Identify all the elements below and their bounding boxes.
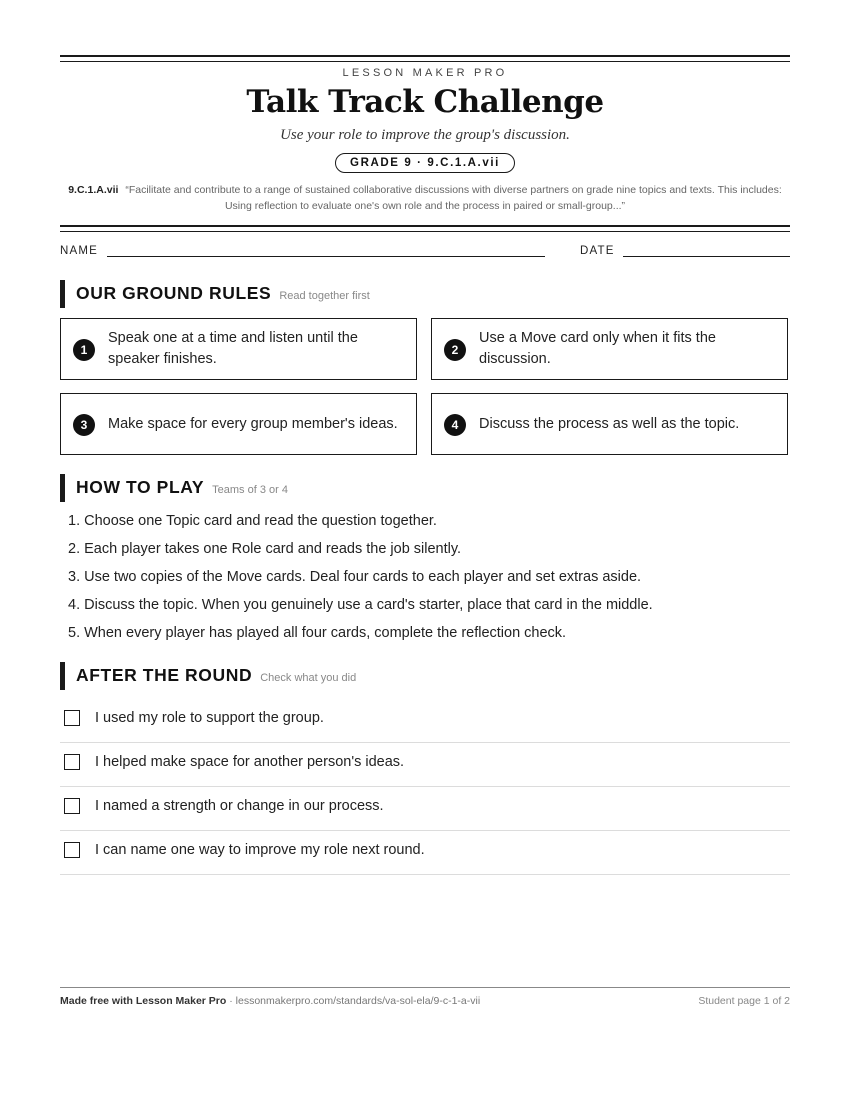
section-title: OUR GROUND RULES (76, 283, 272, 303)
standard-code: 9.C.1.A.vii (68, 184, 119, 196)
ground-rule-card (431, 318, 788, 380)
checklist-text: I used my role to support the group. (95, 710, 324, 726)
list-item: 4. Discuss the topic. When you genuinely use a card's starter, place that card in the middle. (68, 597, 653, 613)
page-title: Talk Track Challenge (246, 84, 604, 120)
ground-rule-card (60, 318, 417, 380)
checkbox[interactable] (64, 842, 80, 858)
section-title: HOW TO PLAY (76, 477, 205, 497)
ground-rule-card (431, 393, 788, 455)
ground-rules-heading (60, 280, 790, 308)
checklist-item (60, 699, 790, 743)
rule-number-badge: 2 (444, 339, 466, 361)
checklist-text: I can name one way to improve my role next round. (95, 842, 425, 858)
grade-badge: GRADE 9 · 9.C.1.A.vii (335, 153, 515, 173)
rule-number-badge: 3 (73, 414, 95, 436)
ground-rule-card (60, 393, 417, 455)
checklist-item (60, 743, 790, 787)
name-date-row (60, 245, 790, 265)
standard-description (60, 182, 790, 214)
name-field[interactable] (107, 256, 545, 257)
rule-text: Make space for every group member's ideas. (108, 415, 398, 432)
checkbox[interactable] (64, 754, 80, 770)
checklist-item (60, 831, 790, 875)
section-title: AFTER THE ROUND (76, 665, 253, 685)
section-marker (60, 474, 65, 502)
section-note: Teams of 3 or 4 (212, 484, 288, 496)
brand-name: LESSON MAKER PRO (342, 67, 508, 79)
list-item: 2. Each player takes one Role card and reads the job silently. (68, 541, 462, 557)
rule-text: Discuss the process as well as the topic. (479, 415, 740, 432)
after-round-heading (60, 662, 790, 690)
page-subtitle: Use your role to improve the group's discussion. (280, 127, 570, 143)
footer-rule (60, 987, 790, 988)
section-marker (60, 662, 65, 690)
header-top-rule (60, 55, 790, 62)
checklist-text: I named a strength or change in our process. (95, 798, 384, 814)
date-label: DATE (580, 245, 615, 257)
rule-number-badge: 4 (444, 414, 466, 436)
section-note: Check what you did (260, 672, 357, 684)
name-label: NAME (60, 245, 99, 257)
section-marker (60, 280, 65, 308)
footer-url[interactable]: · lessonmakerpro.com/standards/va-sol-ela/9-c-1-a-vii (229, 995, 481, 1007)
how-to-play-steps (68, 510, 788, 650)
how-to-play-heading (60, 474, 790, 502)
rule-number-badge: 1 (73, 339, 95, 361)
checklist-item (60, 787, 790, 831)
footer-credit (60, 995, 480, 1007)
list-item: 3. Use two copies of the Move cards. Deal four cards to each player and set extras aside. (68, 569, 642, 585)
checkbox[interactable] (64, 710, 80, 726)
header-bottom-rule (60, 225, 790, 232)
standard-text: “Facilitate and contribute to a range of sustained collaborative discussions with diverse partners on grade nine topics and texts. This includes: Using reflection to evaluate one's own role and the process in paired or small-group...” (125, 184, 782, 212)
rule-text: Use a Move card only when it fits the discussion. (479, 330, 716, 367)
checkbox[interactable] (64, 798, 80, 814)
footer-made-with: Made free with Lesson Maker Pro (60, 995, 227, 1007)
section-note: Read together first (279, 290, 370, 302)
checklist-text: I helped make space for another person's ideas. (95, 754, 405, 770)
page-number: Student page 1 of 2 (698, 995, 790, 1007)
list-item: 1. Choose one Topic card and read the question together. (68, 513, 437, 529)
list-item: 5. When every player has played all four cards, complete the reflection check. (68, 625, 567, 641)
date-field[interactable] (623, 256, 790, 257)
rule-text: Speak one at a time and listen until the speaker finishes. (108, 330, 358, 367)
